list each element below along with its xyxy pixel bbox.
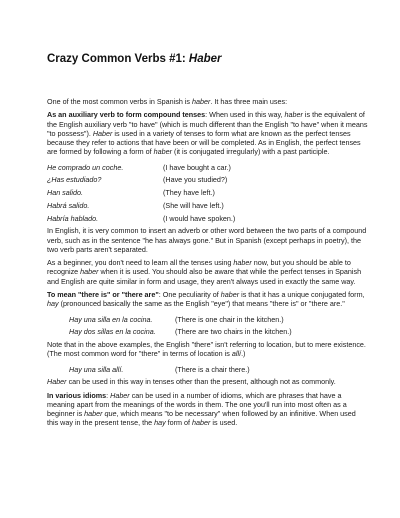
- example-spanish: Hay una silla allí.: [69, 364, 124, 374]
- example-english: (Have you studied?): [163, 175, 228, 185]
- example-row: [47, 188, 368, 197]
- example-spanish: He comprado un coche.: [47, 162, 124, 172]
- example-english: (There is a chair there.): [175, 364, 250, 374]
- text: can be used in this way in tenses other than the present, although not as commonly.: [66, 377, 336, 387]
- text: As a beginner, you don't need to learn all the tenses using: [47, 258, 234, 268]
- text: Note that in the above examples, the English "there" isn't referring to location, but to mere existence. (The most common word for "there" in terms of location is: [47, 339, 366, 359]
- term: haber: [192, 97, 211, 106]
- text: . It has three main uses:: [210, 97, 288, 106]
- there-is-paragraph: [47, 290, 368, 309]
- section-lead: In various idioms: [47, 390, 107, 400]
- term: haber: [192, 418, 211, 428]
- text: is used in a variety of tenses to form what are known as the perfect tenses because they refer to actions that have been or will be completed. As in English, the perfect tenses are formed by following a form of: [47, 128, 361, 157]
- example-list-alli: [47, 365, 368, 374]
- text: :: [106, 390, 111, 400]
- text: One of the most common verbs in Spanish is: [47, 97, 193, 106]
- text: when it is used. You should also be aware that while the perfect tenses in Spanish and English are quite similar in form and usage, they aren't always used in exactly the same way.: [47, 267, 362, 286]
- term: allí: [231, 349, 242, 359]
- note-paragraph: [47, 340, 368, 359]
- term: hay: [47, 299, 59, 309]
- other-tenses-paragraph: [47, 377, 368, 386]
- text: can be used in a number of idioms, which are phrases that have a meaning apart from the meanings of the words in them. The one you'll run into most often as a beginner is: [47, 390, 347, 419]
- term: Haber: [110, 390, 130, 400]
- beginner-paragraph: [47, 258, 368, 286]
- term: haber que: [84, 409, 117, 419]
- example-row: [69, 327, 368, 336]
- example-english: (She will have left.): [163, 200, 224, 210]
- text: .): [241, 349, 246, 359]
- example-english: (There is one chair in the kitchen.): [175, 314, 284, 324]
- text: (it is conjugated irregularly) with a past participle.: [172, 147, 330, 157]
- term: haber: [284, 110, 303, 120]
- text: (pronounced basically the same as the English "eye") that means "there is" or "there are.": [58, 299, 345, 309]
- text: is the equivalent of the English auxiliary verb "to have" (which is much different than the English "to have" when it means "to possess").: [47, 110, 368, 138]
- title-prefix: Crazy Common Verbs #1:: [47, 53, 189, 65]
- text: is that it has a unique conjugated form,: [239, 290, 365, 299]
- example-list-compound: [47, 163, 368, 223]
- intro-paragraph: [47, 97, 368, 106]
- example-spanish: Habrá salido.: [47, 200, 90, 210]
- text: , which means "to be necessary" when followed by an infinitive. When used this way in the present tense, the: [47, 409, 356, 428]
- term: Haber: [92, 128, 113, 138]
- example-spanish: Habría hablado.: [47, 213, 99, 223]
- text: : When used in this way,: [205, 110, 285, 120]
- auxiliary-paragraph: [47, 110, 368, 156]
- example-row: [69, 315, 368, 324]
- section-lead: As an auxiliary verb to form compound tenses: [47, 110, 206, 120]
- term: Haber: [47, 377, 67, 387]
- example-english: (There are two chairs in the kitchen.): [175, 327, 292, 337]
- example-row: [47, 163, 368, 172]
- example-list-hay: [47, 315, 368, 337]
- idioms-paragraph: [47, 391, 368, 428]
- example-row: [47, 201, 368, 210]
- example-english: (I have bought a car.): [163, 162, 231, 172]
- section-lead: To mean "there is" or "there are": [47, 290, 159, 299]
- example-row: [47, 175, 368, 184]
- example-spanish: Hay dos sillas en la cocina.: [69, 327, 156, 337]
- page-title: [47, 52, 368, 66]
- term: haber: [220, 290, 240, 299]
- example-english: (They have left.): [163, 188, 215, 198]
- insert-adverb-paragraph: In English, it is very common to insert an adverb or other word between the two parts of a compound verb, such as in the sentence "he has always gone." But in Spanish (except perhaps in poetry), the two verb parts aren't separated.: [47, 226, 367, 254]
- text: form of: [165, 418, 193, 428]
- term: haber: [233, 258, 252, 268]
- example-row: [47, 214, 368, 223]
- text: : One peculiarity of: [158, 290, 221, 299]
- text: now, but you should be able to recognize: [47, 258, 351, 277]
- example-spanish: Hay una silla en la cocina.: [69, 314, 153, 324]
- example-row: [69, 365, 368, 374]
- example-spanish: Han salido.: [47, 188, 83, 198]
- title-word: Haber: [188, 53, 222, 65]
- term: hay: [154, 418, 166, 428]
- example-spanish: ¿Has estudiado?: [47, 175, 102, 185]
- example-english: (I would have spoken.): [163, 213, 236, 223]
- term: haber: [153, 147, 173, 157]
- term: haber: [80, 267, 99, 277]
- text: is used.: [210, 418, 238, 428]
